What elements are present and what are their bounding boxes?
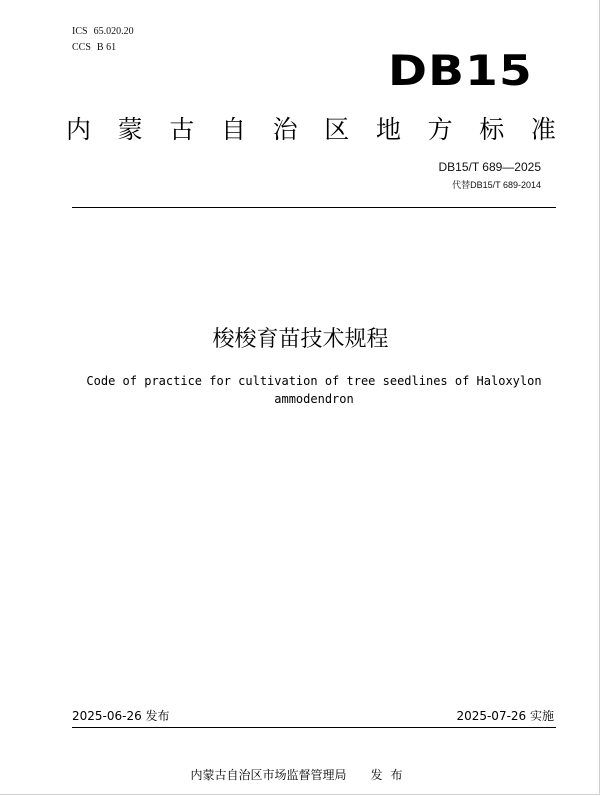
standard-type-char: 蒙: [117, 115, 143, 144]
document-title-chinese: 梭梭育苗技术规程: [212, 327, 389, 352]
standard-type-char: 准: [530, 115, 556, 144]
ics-label: ICS: [72, 26, 88, 37]
standard-type-char: 标: [479, 115, 505, 144]
standard-type-char: 自: [220, 115, 246, 144]
classification-codes: [72, 24, 134, 56]
standard-type-char: 古: [169, 115, 195, 144]
bottom-divider: [72, 727, 556, 728]
standard-type-char: 区: [324, 115, 350, 144]
document-title-english: [70, 372, 558, 408]
ics-value: 65.020.20: [93, 26, 134, 37]
ccs-code: [72, 40, 134, 56]
top-divider: [72, 207, 556, 208]
issuer-name: 内蒙古自治区市场监督管理局: [190, 768, 347, 782]
standard-number: DB15/T 689—2025: [438, 160, 541, 174]
standard-type-heading: [66, 110, 556, 146]
ccs-label: CCS: [72, 42, 91, 53]
replaces-standard: 代替DB15/T 689-2014: [452, 180, 541, 190]
db15-logo: DB15: [388, 46, 533, 95]
issuing-authority: [0, 766, 601, 783]
title-en-line: ammodendron: [274, 392, 354, 406]
ics-code: [72, 24, 134, 40]
publish-date: 2025-06-26 发布: [72, 709, 170, 723]
implement-date: 2025-07-26 实施: [456, 709, 554, 723]
standard-type-char: 地: [375, 115, 401, 144]
standard-type-char: 治: [272, 115, 298, 144]
ccs-value: B 61: [96, 42, 117, 53]
standard-type-char: 内: [66, 115, 92, 144]
issuer-action: 发布: [370, 768, 411, 782]
title-en-line: Code of practice for cultivation of tree seedlines of Haloxylon: [86, 374, 542, 388]
standard-type-char: 方: [427, 115, 453, 144]
